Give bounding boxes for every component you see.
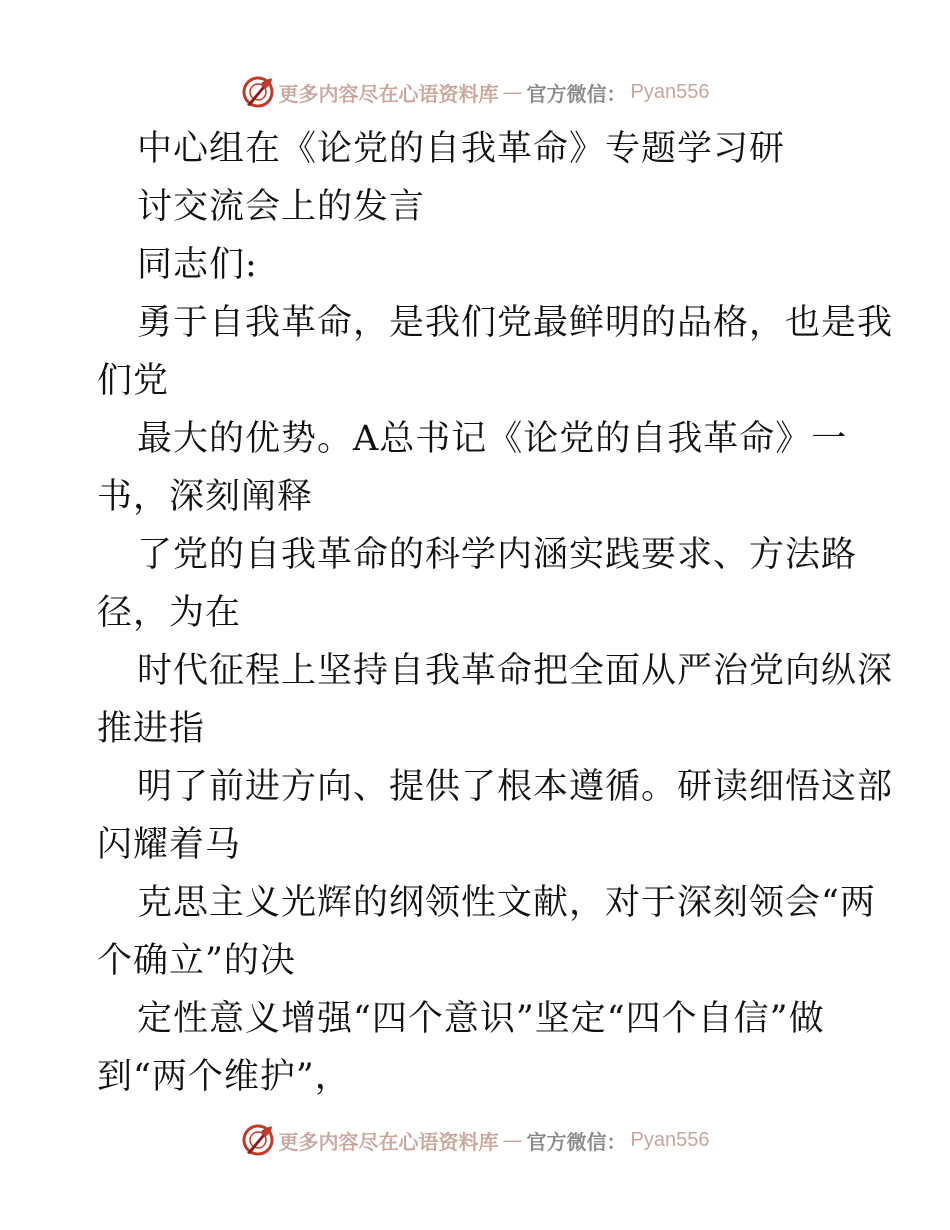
brand-separator: — [502,80,523,104]
brand-text: 更多内容尽在心语资料库 [278,1129,499,1154]
document-body [97,120,894,1106]
brand-banner [241,75,710,109]
title-line-1: 中心组在《论党的自我革命》专题学习研 [137,129,786,169]
body-line: 书，深刻阐释 [97,477,314,517]
official-wechat-label: 官方微信： [526,81,627,106]
wechat-id: Pyan556 [630,1128,710,1151]
body-line: 推进指 [97,709,206,749]
title-line-2: 讨交流会上的发言 [137,187,426,227]
quill-logo-icon [241,75,275,109]
brand-text: 更多内容尽在心语资料库 [278,81,499,106]
body-line: 个确立”的决 [97,941,296,981]
quill-logo-icon [241,1123,275,1157]
page-header-watermark [0,72,950,112]
body-line: 径，为在 [97,593,242,633]
page-footer-watermark [0,1120,950,1160]
wechat-id: Pyan556 [630,80,710,103]
body-line: 时代征程上坚持自我革命把全面从严治党向纵深 [137,651,894,691]
body-line: 克思主义光辉的纲领性文献，对于深刻领会“两 [137,883,876,923]
body-line: 勇于自我革命，是我们党最鲜明的品格，也是我 [137,303,894,343]
body-line: 定性意义增强“四个意识”坚定“四个自信”做 [137,999,825,1039]
salutation: 同志们: [137,245,258,285]
body-line: 最大的优势。A总书记《论党的自我革命》一 [137,419,848,459]
body-line: 到“两个维护”， [97,1057,351,1097]
body-line: 闪耀着马 [97,825,242,865]
body-line: 明了前进方向、提供了根本遵循。研读细悟这部 [137,767,894,807]
body-line: 了党的自我革命的科学内涵实践要求、方法路 [137,535,858,575]
body-line: 们党 [97,361,170,401]
brand-separator: — [502,1128,523,1152]
official-wechat-label: 官方微信： [526,1129,627,1154]
brand-banner [241,1123,710,1157]
